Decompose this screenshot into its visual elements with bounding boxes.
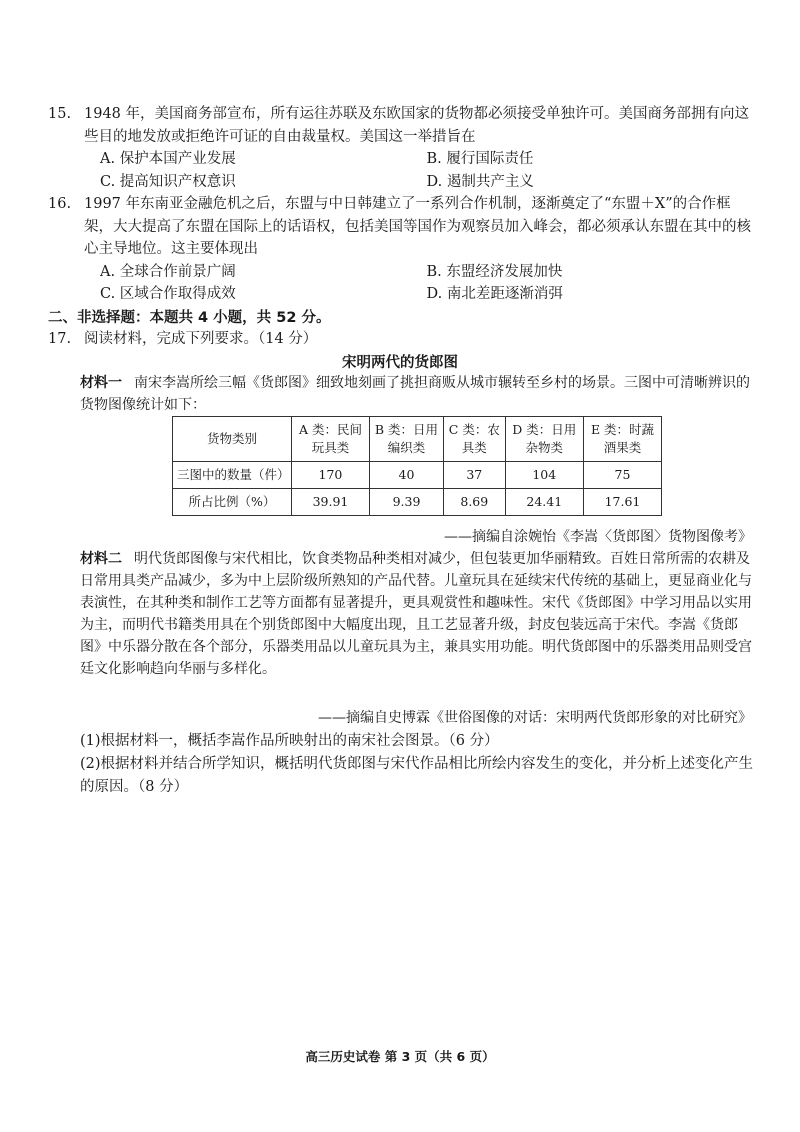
material-title: 宋明两代的货郎图 xyxy=(342,355,458,371)
option-b: B. 东盟经济发展加快 xyxy=(426,263,563,280)
material-label: 材料一 xyxy=(80,375,122,391)
material-text: 南宋李嵩所绘三幅《货郎图》细致地刻画了挑担商贩从城市辗转至乡村的场景。三图中可清晰辨识的货物图像统计如下： xyxy=(80,375,750,413)
table-header-cell: C 类：农具类 xyxy=(444,417,506,462)
table-header-cell: B 类：日用编织类 xyxy=(369,417,443,462)
option-b: B. 履行国际责任 xyxy=(426,151,534,167)
table-cell: 75 xyxy=(583,462,661,489)
question-stem: 1948 年，美国商务部宣布，所有运往苏联及东欧国家的货物都必须接受单独许可。美国商务部拥有向这些目的地发放或拒绝许可证的自由裁量权。美国这一举措旨在 xyxy=(84,106,750,145)
options xyxy=(100,148,753,193)
table-header-row xyxy=(173,417,662,462)
table-cell: 9.39 xyxy=(369,489,443,516)
material-1-source: ——摘编自涂婉怡《李嵩〈货郎图〉货物图像考》 xyxy=(444,529,752,545)
question-stem: 1997 年东南亚金融危机之后，东盟与中日韩建立了一系列合作机制，逐渐奠定了“东盟＋X”的合作框架，大大提高了东盟在国际上的话语权，包括美国等国作为观察员加入峰会，都必须承认东盟在其中的核心主导地位。这主要体现出 xyxy=(84,196,751,257)
table-cell: 8.69 xyxy=(444,489,506,516)
table-cell: 40 xyxy=(369,462,443,489)
table-cell: 104 xyxy=(505,462,583,489)
material-2 xyxy=(80,548,755,680)
table-cell: 39.91 xyxy=(292,489,370,516)
option-d: D. 遏制共产主义 xyxy=(426,173,534,190)
table-cell: 37 xyxy=(444,462,506,489)
sub-question-2: (2)根据材料并结合所学知识，概括明代货郎图与宋代作品相比所绘内容发生的变化，并分析上述变化产生的原因。（8 分） xyxy=(80,756,754,795)
table-cell: 17.61 xyxy=(583,489,661,516)
table-header-cell: 货物类别 xyxy=(173,417,292,462)
page-footer: 高三历史试卷 第 3 页（共 6 页） xyxy=(305,1049,495,1064)
table-header-cell: E 类：时蔬酒果类 xyxy=(583,417,661,462)
table-header-cell: A 类：民间玩具类 xyxy=(292,417,370,462)
table-cell: 24.41 xyxy=(505,489,583,516)
option-a: A. 全球合作前景广阔 xyxy=(100,263,236,280)
option-d: D. 南北差距逐渐消弭 xyxy=(426,286,563,302)
question-17 xyxy=(48,328,753,351)
table-row xyxy=(173,489,662,516)
table-cell: 170 xyxy=(292,462,370,489)
material-text: 明代货郎图像与宋代相比，饮食类物品种类相对减少，但包装更加华丽精致。百姓日常所需的农耕及日常用具类产品减少，多为中上层阶级所熟知的产品代替。儿童玩具在延续宋代传统的基础上，更显商业化与表演性，在其种类和制作工艺等方面都有显著提升，更具观赏性和趣味性。宋代《货郎图》中学习用品以实用为主，而明代书籍类用具在个别货郎图中大幅度出现，且工艺显著升级，封皮包装远高于宋代。李嵩《货郎图》中乐器分散在各个部分，乐器类用品以儿童玩具为主，兼具实用功能。明代货郎图中的乐器类用品则受宫廷文化影响趋向华丽与多样化。 xyxy=(80,551,752,677)
question-15 xyxy=(48,103,753,193)
question-stem: 阅读材料，完成下列要求。（14 分） xyxy=(84,331,318,347)
table-cell: 三图中的数量（件） xyxy=(173,462,292,489)
options xyxy=(100,261,753,306)
sub-question-1: (1)根据材料一，概括李嵩作品所映射出的南宋社会图景。（6 分） xyxy=(80,733,499,749)
question-16 xyxy=(48,193,753,306)
option-c: C. 提高知识产权意识 xyxy=(100,173,236,190)
section-heading: 二、非选择题：本题共 4 小题，共 52 分。 xyxy=(48,310,331,326)
material-1 xyxy=(80,372,755,416)
table-cell: 所占比例（%） xyxy=(173,489,292,516)
material-2-source: ——摘编自史博霖《世俗图像的对话：宋明两代货郎形象的对比研究》 xyxy=(318,710,752,726)
question-number: 17. xyxy=(48,331,72,347)
option-a: A. 保护本国产业发展 xyxy=(100,151,236,167)
material-label: 材料二 xyxy=(80,551,122,567)
question-number: 16. xyxy=(48,196,72,212)
table-row xyxy=(173,462,662,489)
question-number: 15. xyxy=(48,106,72,122)
option-c: C. 区域合作取得成效 xyxy=(100,286,236,302)
goods-table xyxy=(172,416,662,516)
table-header-cell: D 类：日用杂物类 xyxy=(505,417,583,462)
